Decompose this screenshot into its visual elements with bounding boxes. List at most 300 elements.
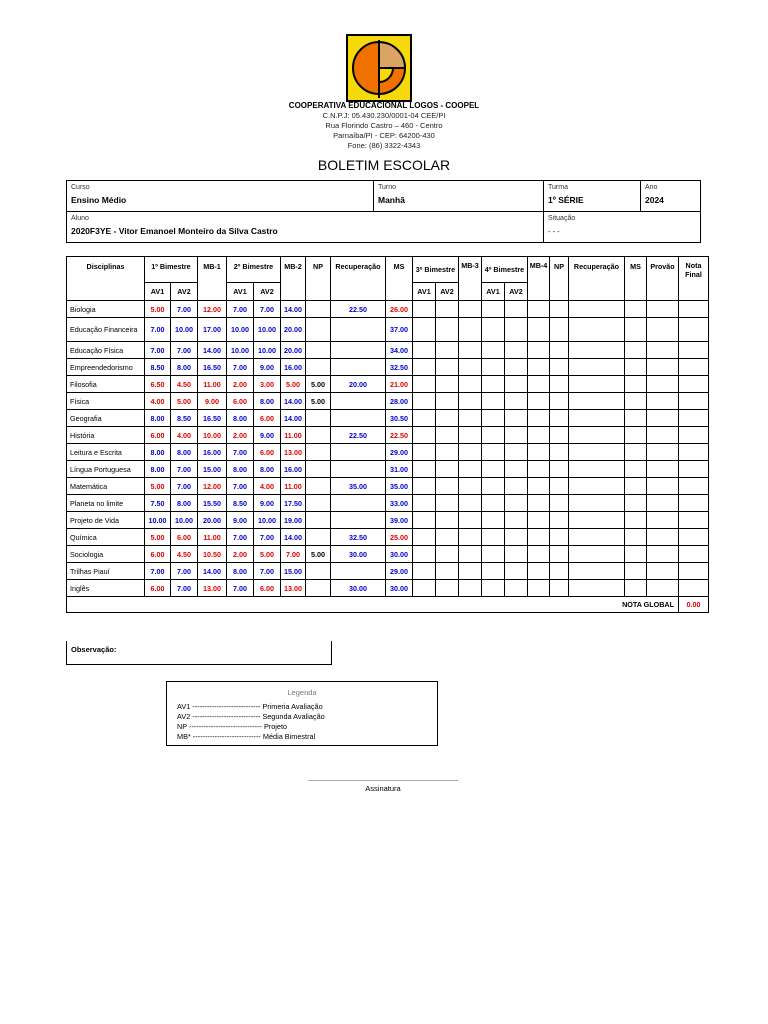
grade-b2av2: 9.00 [254, 427, 281, 444]
grade-rec: 32.50 [331, 529, 386, 546]
grade-b2av2: 9.00 [254, 359, 281, 376]
grade-empty [482, 478, 505, 495]
header-mb2: MB-2 [281, 257, 306, 301]
grade-empty [647, 410, 679, 427]
grade-av2: 7.00 [171, 580, 198, 597]
grade-empty [550, 529, 569, 546]
grade-empty [625, 301, 647, 318]
grade-empty [413, 376, 436, 393]
grade-empty [550, 546, 569, 563]
grade-empty [459, 444, 482, 461]
grade-empty [505, 318, 528, 342]
grade-empty [625, 342, 647, 359]
header-b1-av2: AV2 [171, 283, 198, 301]
grade-av1: 5.00 [145, 301, 171, 318]
grade-mb2: 13.00 [281, 444, 306, 461]
grade-empty [550, 301, 569, 318]
grade-empty [550, 478, 569, 495]
grade-empty [482, 563, 505, 580]
header-mb4: MB-4 [528, 257, 550, 301]
grade-np: 5.00 [306, 376, 331, 393]
situacao-box [543, 211, 701, 243]
nota-global-row [67, 597, 709, 613]
grade-empty [679, 546, 709, 563]
grade-ms: 28.00 [386, 393, 413, 410]
grade-empty [569, 580, 625, 597]
grade-mb1: 16.00 [198, 444, 227, 461]
grade-empty [413, 342, 436, 359]
subject-name: Biologia [67, 301, 145, 318]
grade-rec [331, 512, 386, 529]
grade-empty [625, 318, 647, 342]
school-logo [346, 34, 412, 102]
legend-item-np: NP ------------------------------ Projeto [177, 722, 288, 731]
grade-b2av1: 10.00 [227, 318, 254, 342]
table-row [67, 410, 709, 427]
grade-rec: 22.50 [331, 301, 386, 318]
grade-empty [413, 546, 436, 563]
grade-empty [625, 580, 647, 597]
subject-name: Sociologia [67, 546, 145, 563]
grade-av2: 5.00 [171, 393, 198, 410]
grade-empty [647, 495, 679, 512]
subject-name: Língua Portuguesa [67, 461, 145, 478]
grade-empty [459, 512, 482, 529]
grade-empty [505, 342, 528, 359]
grade-ms: 35.00 [386, 478, 413, 495]
grade-empty [413, 444, 436, 461]
grade-b2av2: 7.00 [254, 301, 281, 318]
subject-name: Projeto de Vida [67, 512, 145, 529]
grade-empty [413, 461, 436, 478]
grade-b2av2: 4.00 [254, 478, 281, 495]
grade-empty [505, 478, 528, 495]
grade-empty [505, 546, 528, 563]
grade-empty [505, 580, 528, 597]
grade-empty [482, 512, 505, 529]
subject-name: Física [67, 393, 145, 410]
grade-mb2: 11.00 [281, 478, 306, 495]
grade-rec [331, 563, 386, 580]
grade-empty [647, 478, 679, 495]
grade-np [306, 461, 331, 478]
grade-np [306, 495, 331, 512]
curso-value: Ensino Médio [71, 195, 127, 205]
grade-empty [413, 410, 436, 427]
grade-ms: 29.00 [386, 444, 413, 461]
table-row [67, 529, 709, 546]
grade-empty [436, 512, 459, 529]
grade-np [306, 512, 331, 529]
grade-empty [569, 444, 625, 461]
grade-ms: 33.00 [386, 495, 413, 512]
subject-name: Trilhas Piauí [67, 563, 145, 580]
grade-empty [505, 427, 528, 444]
grade-av1: 7.00 [145, 563, 171, 580]
grade-empty [436, 410, 459, 427]
grade-mb1: 15.50 [198, 495, 227, 512]
grade-empty [679, 529, 709, 546]
grade-empty [459, 427, 482, 444]
header-mb1: MB-1 [198, 257, 227, 301]
grade-empty [569, 359, 625, 376]
grade-mb2: 20.00 [281, 318, 306, 342]
grade-empty [436, 546, 459, 563]
grade-empty [482, 495, 505, 512]
table-row [67, 563, 709, 580]
grade-ms: 21.00 [386, 376, 413, 393]
grade-np [306, 301, 331, 318]
grade-rec: 22.50 [331, 427, 386, 444]
grade-empty [679, 512, 709, 529]
grade-b2av1: 6.00 [227, 393, 254, 410]
grade-mb1: 10.50 [198, 546, 227, 563]
grade-empty [436, 359, 459, 376]
grade-empty [625, 461, 647, 478]
document-title: BOLETIM ESCOLAR [317, 157, 451, 173]
grade-b2av1: 9.00 [227, 512, 254, 529]
school-street: Rua Florindo Castro – 460 - Centro [325, 121, 443, 130]
grade-empty [413, 512, 436, 529]
grade-empty [482, 461, 505, 478]
grade-av1: 8.00 [145, 444, 171, 461]
grade-empty [505, 461, 528, 478]
table-row [67, 444, 709, 461]
aluno-box [66, 211, 544, 243]
grade-mb1: 11.00 [198, 376, 227, 393]
grade-empty [679, 444, 709, 461]
grade-empty [528, 376, 550, 393]
grade-empty [647, 529, 679, 546]
grade-av2: 7.00 [171, 461, 198, 478]
grade-b2av2: 7.00 [254, 563, 281, 580]
grade-empty [482, 301, 505, 318]
ano-label: Ano [645, 184, 658, 191]
header-b4-av2: AV2 [505, 283, 528, 301]
signature-label: Assinatura [365, 784, 401, 793]
grade-empty [569, 563, 625, 580]
grade-empty [625, 427, 647, 444]
situacao-value: - - - [548, 227, 560, 236]
grade-empty [436, 376, 459, 393]
header-recuperacao: Recuperação [331, 257, 386, 301]
grade-av2: 8.00 [171, 444, 198, 461]
grade-empty [625, 359, 647, 376]
grade-mb2: 14.00 [281, 410, 306, 427]
grade-empty [459, 461, 482, 478]
header-recuperacao-2: Recuperação [569, 257, 625, 301]
grade-empty [528, 342, 550, 359]
grade-mb2: 15.00 [281, 563, 306, 580]
grade-rec: 30.00 [331, 580, 386, 597]
subject-name: Leitura e Escrita [67, 444, 145, 461]
grade-empty [550, 318, 569, 342]
header-ms: MS [386, 257, 413, 301]
grade-av2: 7.00 [171, 301, 198, 318]
grade-empty [625, 546, 647, 563]
grade-empty [505, 495, 528, 512]
grade-empty [569, 512, 625, 529]
turma-box [543, 180, 641, 212]
grade-mb2: 17.50 [281, 495, 306, 512]
grade-empty [679, 393, 709, 410]
grade-empty [482, 427, 505, 444]
grade-empty [459, 318, 482, 342]
grade-rec [331, 342, 386, 359]
grade-empty [528, 478, 550, 495]
grade-b2av2: 10.00 [254, 512, 281, 529]
grade-b2av1: 8.00 [227, 563, 254, 580]
grade-empty [569, 376, 625, 393]
header-bimestre-3: 3º Bimestre [413, 257, 459, 283]
grade-av2: 8.00 [171, 495, 198, 512]
grade-empty [679, 495, 709, 512]
grade-empty [459, 580, 482, 597]
grade-empty [459, 563, 482, 580]
grade-av1: 8.00 [145, 461, 171, 478]
grade-empty [459, 359, 482, 376]
grade-empty [569, 478, 625, 495]
grade-b2av2: 10.00 [254, 318, 281, 342]
grade-b2av1: 8.50 [227, 495, 254, 512]
grade-empty [625, 444, 647, 461]
header-bimestre-2: 2º Bimestre [227, 257, 281, 283]
header-b2-av1: AV1 [227, 283, 254, 301]
grade-empty [528, 546, 550, 563]
grade-b2av1: 8.00 [227, 461, 254, 478]
grade-b2av1: 7.00 [227, 301, 254, 318]
grade-empty [413, 427, 436, 444]
grade-mb1: 12.00 [198, 301, 227, 318]
grade-b2av1: 2.00 [227, 427, 254, 444]
grade-empty [625, 410, 647, 427]
grade-empty [625, 495, 647, 512]
grade-empty [550, 359, 569, 376]
grade-mb1: 13.00 [198, 580, 227, 597]
grade-empty [647, 359, 679, 376]
grade-b2av2: 9.00 [254, 495, 281, 512]
grade-empty [569, 393, 625, 410]
grade-empty [528, 393, 550, 410]
subject-name: Educação Financeira [67, 318, 145, 342]
grade-empty [436, 495, 459, 512]
situacao-label: Situação [548, 215, 576, 222]
grade-empty [569, 410, 625, 427]
grade-empty [550, 410, 569, 427]
grade-empty [550, 495, 569, 512]
header-ms-2: MS [625, 257, 647, 301]
grade-av1: 8.50 [145, 359, 171, 376]
grade-b2av2: 10.00 [254, 342, 281, 359]
grade-ms: 30.50 [386, 410, 413, 427]
grade-b2av2: 3.00 [254, 376, 281, 393]
table-row [67, 461, 709, 478]
grades-table [66, 256, 709, 613]
table-row [67, 478, 709, 495]
turno-label: Turno [378, 184, 397, 191]
grade-empty [482, 444, 505, 461]
grade-empty [679, 301, 709, 318]
header-provao: Provão [647, 257, 679, 301]
grade-av2: 4.50 [171, 376, 198, 393]
grade-empty [413, 563, 436, 580]
grade-empty [505, 301, 528, 318]
table-row [67, 512, 709, 529]
header-b2-av2: AV2 [254, 283, 281, 301]
grade-b2av1: 7.00 [227, 580, 254, 597]
grade-b2av1: 10.00 [227, 342, 254, 359]
curso-label: Curso [71, 184, 90, 191]
grade-empty [647, 512, 679, 529]
grade-empty [436, 393, 459, 410]
header-b4-av1: AV1 [482, 283, 505, 301]
nota-global-label: NOTA GLOBAL [67, 597, 679, 613]
grade-av1: 4.00 [145, 393, 171, 410]
grade-av1: 10.00 [145, 512, 171, 529]
grade-av1: 7.00 [145, 342, 171, 359]
subject-name: Planeta no limite [67, 495, 145, 512]
grade-mb2: 16.00 [281, 359, 306, 376]
grade-ms: 39.00 [386, 512, 413, 529]
subject-name: Química [67, 529, 145, 546]
grade-empty [505, 563, 528, 580]
grade-b2av1: 7.00 [227, 359, 254, 376]
turma-label: Turma [548, 184, 568, 191]
aluno-value: 2020F3YE - Vitor Emanoel Monteiro da Silva Castro [71, 226, 278, 236]
grade-empty [459, 495, 482, 512]
grade-av2: 7.00 [171, 563, 198, 580]
legend-item-mb: MB* ---------------------------- Média Bimestral [177, 732, 316, 741]
grade-empty [647, 444, 679, 461]
grade-rec [331, 495, 386, 512]
grade-b2av2: 8.00 [254, 461, 281, 478]
table-row [67, 301, 709, 318]
grade-empty [505, 529, 528, 546]
grade-av1: 6.50 [145, 376, 171, 393]
grade-empty [459, 529, 482, 546]
legend-item-av1: AV1 ---------------------------- Primeria Avaliação [177, 702, 323, 711]
grade-empty [679, 563, 709, 580]
grade-mb2: 13.00 [281, 580, 306, 597]
grade-mb1: 10.00 [198, 427, 227, 444]
grade-b2av1: 8.00 [227, 410, 254, 427]
grade-av2: 8.00 [171, 359, 198, 376]
grade-empty [679, 427, 709, 444]
grade-empty [413, 529, 436, 546]
grade-empty [679, 410, 709, 427]
grade-empty [436, 478, 459, 495]
grade-empty [569, 301, 625, 318]
grade-mb1: 14.00 [198, 342, 227, 359]
ano-box [640, 180, 701, 212]
grade-np [306, 529, 331, 546]
grade-empty [505, 410, 528, 427]
grade-empty [679, 342, 709, 359]
grade-ms: 31.00 [386, 461, 413, 478]
grade-ms: 26.00 [386, 301, 413, 318]
grade-rec [331, 461, 386, 478]
grade-empty [505, 376, 528, 393]
grade-av2: 6.00 [171, 529, 198, 546]
grade-empty [436, 461, 459, 478]
grade-empty [413, 495, 436, 512]
grade-b2av2: 8.00 [254, 393, 281, 410]
grade-empty [505, 393, 528, 410]
grade-empty [482, 410, 505, 427]
grade-empty [482, 546, 505, 563]
grade-empty [647, 301, 679, 318]
table-row [67, 359, 709, 376]
grade-b2av2: 7.00 [254, 529, 281, 546]
grade-rec [331, 393, 386, 410]
grade-mb1: 16.50 [198, 410, 227, 427]
grade-empty [413, 318, 436, 342]
grade-empty [459, 478, 482, 495]
grade-empty [528, 529, 550, 546]
grade-empty [625, 512, 647, 529]
observacao-box [66, 641, 332, 665]
grade-empty [569, 529, 625, 546]
grade-np: 5.00 [306, 393, 331, 410]
table-row [67, 393, 709, 410]
grade-mb2: 5.00 [281, 376, 306, 393]
grade-empty [482, 393, 505, 410]
grade-av1: 8.00 [145, 410, 171, 427]
grade-b2av2: 6.00 [254, 410, 281, 427]
grade-av1: 7.00 [145, 318, 171, 342]
grade-b2av1: 2.00 [227, 376, 254, 393]
grade-np [306, 444, 331, 461]
grade-mb2: 14.00 [281, 393, 306, 410]
table-row [67, 342, 709, 359]
grade-empty [459, 410, 482, 427]
grade-av2: 8.50 [171, 410, 198, 427]
grade-empty [550, 563, 569, 580]
grade-ms: 30.00 [386, 546, 413, 563]
grade-empty [550, 461, 569, 478]
grade-empty [436, 318, 459, 342]
grade-empty [528, 461, 550, 478]
grade-empty [625, 563, 647, 580]
grade-empty [550, 512, 569, 529]
aluno-label: Aluno [71, 215, 89, 222]
grade-np [306, 410, 331, 427]
school-city: Parnaíba/PI - CEP: 64200-430 [333, 131, 435, 140]
grade-empty [625, 529, 647, 546]
legend-item-av2: AV2 ---------------------------- Segunda Avaliação [177, 712, 325, 721]
header-disciplinas: Disciplinas [67, 257, 145, 301]
grade-mb1: 12.00 [198, 478, 227, 495]
grade-mb1: 17.00 [198, 318, 227, 342]
grade-np [306, 318, 331, 342]
grade-mb2: 14.00 [281, 301, 306, 318]
grade-empty [569, 546, 625, 563]
grade-empty [528, 301, 550, 318]
grade-empty [528, 495, 550, 512]
table-row [67, 495, 709, 512]
grade-np [306, 427, 331, 444]
grade-np [306, 359, 331, 376]
grade-empty [528, 427, 550, 444]
grade-empty [647, 580, 679, 597]
grade-empty [528, 512, 550, 529]
header-mb3: MB-3 [459, 257, 482, 301]
ano-value: 2024 [645, 195, 664, 205]
grade-mb1: 16.50 [198, 359, 227, 376]
grade-av1: 6.00 [145, 427, 171, 444]
grade-ms: 37.00 [386, 318, 413, 342]
grade-ms: 32.50 [386, 359, 413, 376]
